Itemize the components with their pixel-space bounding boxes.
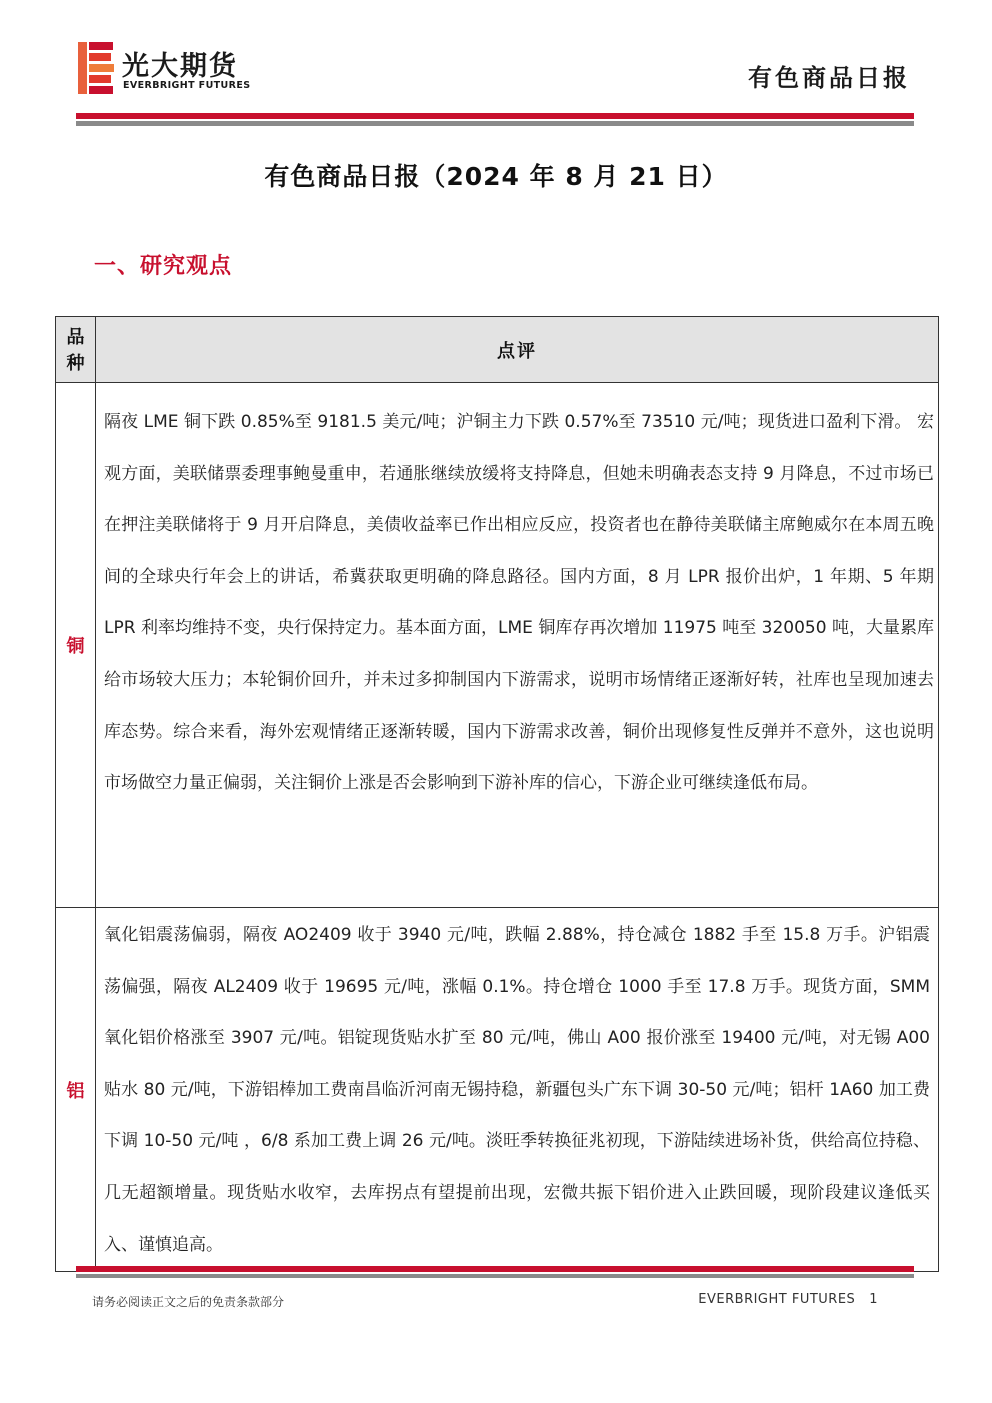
logo-name-cn: 光大期货 [122, 51, 238, 82]
footer-brand-page [698, 1292, 878, 1307]
column-header-comment: 点评 [96, 317, 939, 383]
comment-cell-copper: 隔夜 LME 铜下跌 0.85%至 9181.5 美元/吨；沪铜主力下跌 0.57%至 73510 元/吨；现货进口盈利下滑。 宏观方面，美联储票委理事鲍曼重申，若通胀继续放缓将支持降息，但她未明确表态支持 9 月降息，不过市场已在押注美联储将于 9 月开启降息，美债收益率已作出相应反应，投资者也在静待美联储主席鲍威尔在本周五晚间的全球央行年会上的讲话，希冀获取更明确的降息路径。国内方面，8 月 LPR 报价出炉，1 年期、5 年期 LPR 利率均维持不变，央行保持定力。基本面方面，LME 铜库存再次增加 11975 吨至 320050 吨，大量累库给市场较大压力；本轮铜价回升，并未过多抑制国内下游需求，说明市场情绪正逐渐好转，社库也呈现加速去库态势。综合来看，海外宏观情绪正逐渐转暖，国内下游需求改善，铜价出现修复性反弹并不意外，这也说明市场做空力量正偏弱，关注铜价上涨是否会影响到下游补库的信心，下游企业可继续逢低布局。 [96, 383, 939, 908]
logo-name-en: EVERBRIGHT FUTURES [123, 80, 251, 91]
footer-disclaimer: 请务必阅读正文之后的免责条款部分 [92, 1295, 285, 1309]
page-number: 1 [869, 1292, 878, 1307]
column-header-variety [56, 317, 96, 383]
table-header-row [56, 317, 939, 383]
page-title: 有色商品日报（2024 年 8 月 21 日） [264, 162, 728, 191]
column-header-variety-text: 品 种 [66, 326, 85, 374]
table-row [56, 908, 939, 1272]
header-report-type: 有色商品日报 [748, 64, 910, 92]
company-logo [78, 40, 288, 100]
header-divider-red [76, 113, 914, 119]
table-row [56, 383, 939, 908]
variety-cell-aluminum: 铝 [56, 908, 96, 1272]
footer-divider-red [76, 1266, 914, 1272]
footer-divider-grey [76, 1274, 914, 1278]
comment-cell-aluminum: 氧化铝震荡偏弱，隔夜 AO2409 收于 3940 元/吨，跌幅 2.88%，持仓减仓 1882 手至 15.8 万手。沪铝震荡偏强，隔夜 AL2409 收于 19695 元/吨，涨幅 0.1%。持仓增仓 1000 手至 17.8 万手。现货方面，SMM 氧化铝价格涨至 3907 元/吨。铝锭现货贴水扩至 80 元/吨，佛山 A00 报价涨至 19400 元/吨，对无锡 A00 贴水 80 元/吨，下游铝棒加工费南昌临沂河南无锡持稳，新疆包头广东下调 30-50 元/吨；铝杆 1A60 加工费下调 10-50 元/吨 ，6/8 系加工费上调 26 元/吨。淡旺季转换征兆初现，下游陆续进场补货，供给高位持稳、几无超额增量。现货贴水收窄，去库拐点有望提前出现，宏微共振下铝价进入止跌回暖，现阶段建议逢低买入、谨慎追高。 [96, 908, 939, 1272]
header-divider-grey [76, 121, 914, 126]
everbright-logo-icon [78, 42, 116, 94]
variety-cell-copper: 铜 [56, 383, 96, 908]
section-heading: 一、研究观点 [94, 254, 233, 279]
commodity-review-table [55, 316, 939, 1272]
footer-brand: EVERBRIGHT FUTURES [698, 1292, 856, 1307]
